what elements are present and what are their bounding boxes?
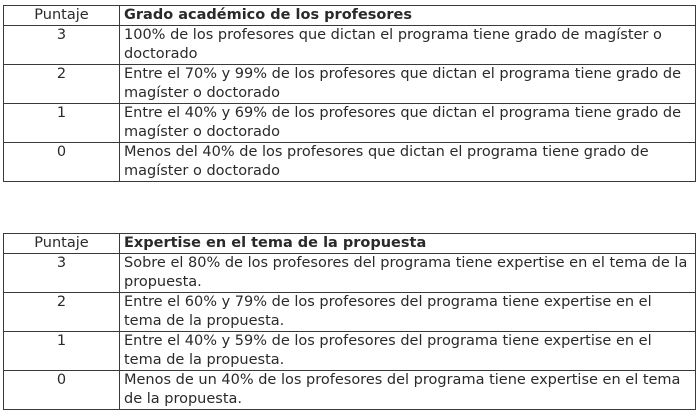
score-cell: 2 xyxy=(4,65,120,104)
description-cell: Entre el 40% y 59% de los profesores del programa tiene expertise en el tema de la propuesta. xyxy=(120,332,696,371)
score-column-header: Puntaje xyxy=(4,234,120,254)
table-row xyxy=(4,332,696,371)
expertise-table xyxy=(3,233,696,410)
description-cell: Entre el 60% y 79% de los profesores del programa tiene expertise en el tema de la propuesta. xyxy=(120,293,696,332)
table-row xyxy=(4,371,696,410)
score-cell: 0 xyxy=(4,143,120,182)
criterion-title: Expertise en el tema de la propuesta xyxy=(120,234,696,254)
score-cell: 0 xyxy=(4,371,120,410)
criterion-title: Grado académico de los profesores xyxy=(120,6,696,26)
table-row xyxy=(4,65,696,104)
table-header-row xyxy=(4,234,696,254)
score-cell: 2 xyxy=(4,293,120,332)
description-cell: Menos de un 40% de los profesores del programa tiene expertise en el tema de la propuesta. xyxy=(120,371,696,410)
description-cell: Menos del 40% de los profesores que dictan el programa tiene grado de magíster o doctorado xyxy=(120,143,696,182)
table-row xyxy=(4,104,696,143)
description-cell: Sobre el 80% de los profesores del programa tiene expertise en el tema de la propuesta. xyxy=(120,254,696,293)
score-column-header: Puntaje xyxy=(4,6,120,26)
score-cell: 3 xyxy=(4,26,120,65)
score-cell: 3 xyxy=(4,254,120,293)
description-cell: Entre el 70% y 99% de los profesores que dictan el programa tiene grado de magíster o doctorado xyxy=(120,65,696,104)
score-cell: 1 xyxy=(4,332,120,371)
table-row xyxy=(4,26,696,65)
description-cell: Entre el 40% y 69% de los profesores que dictan el programa tiene grado de magíster o doctorado xyxy=(120,104,696,143)
table-row xyxy=(4,143,696,182)
description-cell: 100% de los profesores que dictan el programa tiene grado de magíster o doctorado xyxy=(120,26,696,65)
score-cell: 1 xyxy=(4,104,120,143)
table-row xyxy=(4,293,696,332)
table-row xyxy=(4,254,696,293)
academic-degree-table xyxy=(3,5,696,182)
table-header-row xyxy=(4,6,696,26)
